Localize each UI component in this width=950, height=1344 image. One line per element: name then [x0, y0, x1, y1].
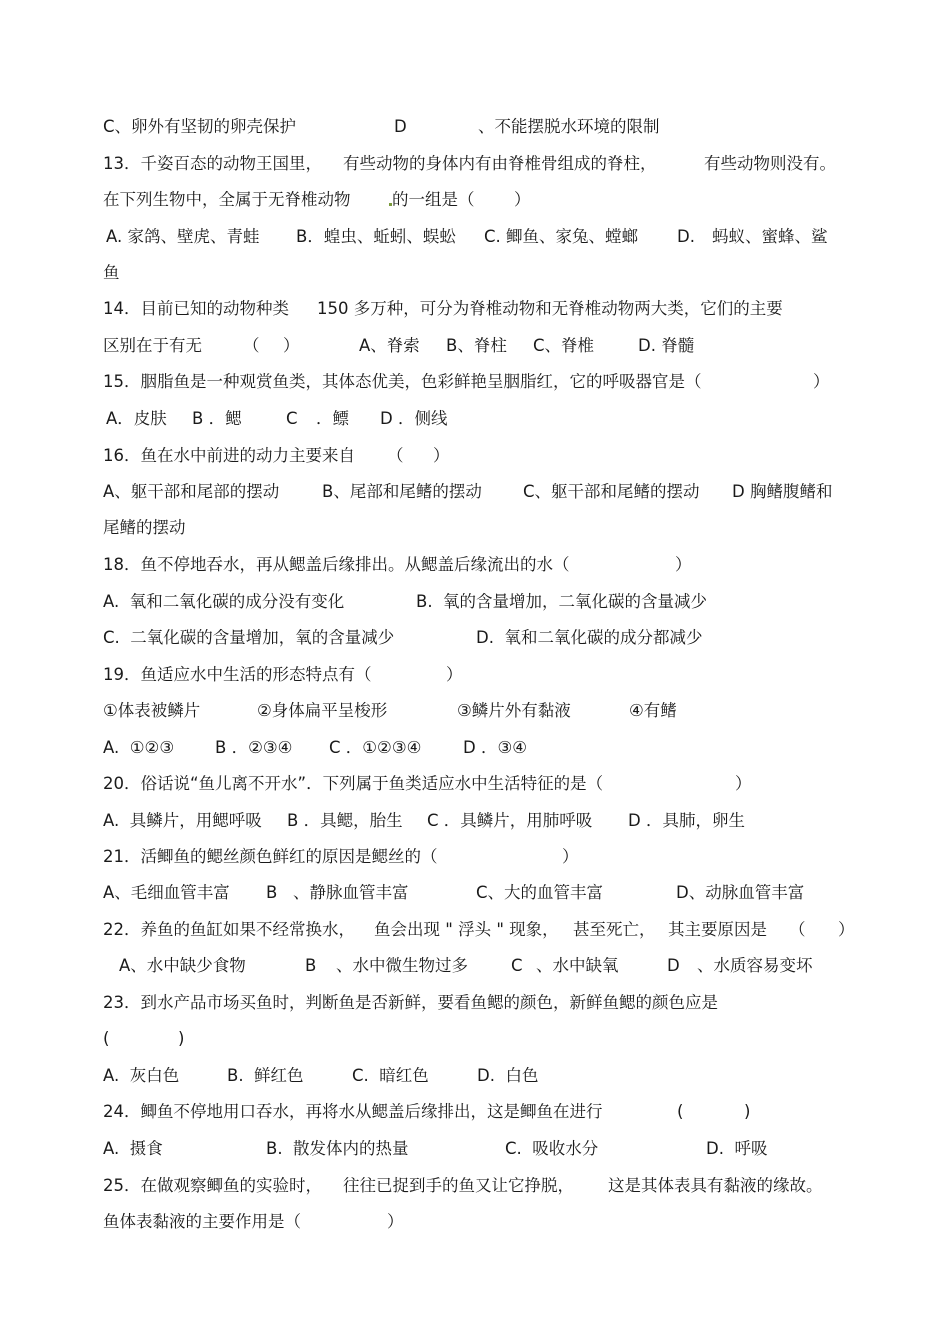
- text-seg: ）: [813, 372, 830, 391]
- statement-2: ②身体扁平呈梭形: [257, 701, 388, 720]
- option-b: B ．鳃: [192, 409, 242, 428]
- q12-options-cd: [103, 114, 660, 140]
- option-a: A、水中缺少食物: [119, 956, 246, 975]
- q24-stem: [103, 1099, 751, 1125]
- q25-stem-line1: [103, 1173, 823, 1199]
- q24-options: [103, 1136, 768, 1162]
- statement-3: ③鳞片外有黏液: [457, 701, 571, 720]
- text-seg: 尾鳍的摆动: [103, 518, 186, 537]
- option-d-letter: D: [667, 956, 680, 975]
- option-a: A. 摄食: [103, 1139, 163, 1158]
- option-d-letter: D.: [677, 227, 695, 246]
- option-c-letter: C: [286, 409, 298, 428]
- option-a: A、脊索: [359, 336, 420, 355]
- q22-options: [119, 953, 813, 979]
- q23-stem: [103, 990, 718, 1016]
- text-seg: 21．活鲫鱼的鳃丝颜色鲜红的原因是鳃丝的（: [103, 847, 438, 866]
- text-seg: ）: [283, 336, 300, 355]
- option-b: B. 氧的含量增加，二氧化碳的含量减少: [416, 592, 708, 611]
- text-seg: （: [789, 920, 806, 939]
- text-seg: 这是其体表具有黏液的缘故。: [608, 1176, 823, 1195]
- text-seg: 甚至死亡，: [573, 920, 656, 939]
- q15-options: [106, 406, 448, 432]
- option-c: C、躯干部和尾鳍的摆动: [523, 482, 700, 501]
- text-seg: 13．千姿百态的动物王国里，: [103, 154, 322, 173]
- option-a: A．皮肤: [106, 409, 167, 428]
- option-b: B、尾部和尾鳍的摆动: [322, 482, 482, 501]
- q22-stem: [103, 917, 855, 943]
- option-b-text: 、水中微生物过多: [336, 956, 468, 975]
- q21-options: [103, 880, 805, 906]
- text-seg: 25．在做观察鲫鱼的实验时，: [103, 1176, 322, 1195]
- option-d: D. 呼吸: [706, 1139, 768, 1158]
- text-seg: 其主要原因是: [668, 920, 767, 939]
- option-c: C、脊椎: [533, 336, 595, 355]
- text-seg: 有些动物则没有。: [704, 154, 836, 173]
- q15-stem: [103, 369, 830, 395]
- option-d-text: 、水质容易变坏: [697, 956, 813, 975]
- text-seg: 14．目前已知的动物种类: [103, 299, 289, 318]
- option-c: C. 鲫鱼、家兔、螳螂: [484, 227, 639, 246]
- text-seg: (: [677, 1102, 684, 1121]
- option-a: A. 具鳞片，用鳃呼吸: [103, 811, 262, 830]
- option-c: C、卵外有坚韧的卵壳保护: [103, 117, 297, 136]
- q20-stem: [103, 771, 752, 797]
- q13-options: [106, 224, 828, 250]
- option-b: B. 鲜红色: [227, 1066, 304, 1085]
- text-seg: (: [103, 1029, 110, 1048]
- option-d-text: 蚂蚁、蜜蜂、鲨: [712, 227, 828, 246]
- option-b: B ．②③④: [215, 738, 293, 757]
- text-seg: ）: [433, 446, 450, 465]
- q23-options: [103, 1063, 539, 1089]
- green-mark: [389, 203, 392, 206]
- text-seg: 16．鱼在水中前进的动力主要来自: [103, 446, 355, 465]
- q13-options-wrap: [103, 260, 124, 286]
- text-seg: 的一组是（: [392, 190, 475, 209]
- statement-1: ①体表被鳞片: [103, 701, 201, 720]
- text-seg: 18．鱼不停地吞水，再从鳃盖后缘排出。从鳃盖后缘流出的水（: [103, 555, 570, 574]
- option-c: C. 暗红色: [352, 1066, 429, 1085]
- option-a: A. ①②③: [103, 738, 175, 757]
- text-seg: 19．鱼适应水中生活的形态特点有（: [103, 665, 372, 684]
- q16-options-wrap: [103, 515, 186, 541]
- text-seg: ）: [514, 190, 531, 209]
- text-seg: 150 多万种，可分为脊椎动物和无脊椎动物两大类，它们的主要: [317, 299, 783, 318]
- option-d-text: 、不能摆脱水环境的限制: [478, 117, 660, 136]
- text-seg: 鱼会出现 " 浮头 " 现象，: [374, 920, 559, 939]
- text-seg: 在下列生物中，全属于无脊椎动物: [103, 190, 351, 209]
- q19-statements: [103, 698, 677, 724]
- q13-stem-line1: [103, 151, 836, 177]
- text-seg: 往往已捉到手的鱼又让它挣脱，: [343, 1176, 574, 1195]
- text-seg: ）: [735, 774, 752, 793]
- option-d-letter: D: [394, 117, 407, 136]
- option-c: C ．具鳞片，用肺呼吸: [427, 811, 593, 830]
- option-a: A. 氧和二氧化碳的成分没有变化: [103, 592, 345, 611]
- option-b: B、脊柱: [446, 336, 507, 355]
- q16-options: [103, 479, 833, 505]
- q14-stem-options: [103, 333, 695, 359]
- q13-stem-line2: [103, 187, 531, 213]
- text-seg: 有些动物的身体内有由脊椎骨组成的脊柱，: [343, 154, 657, 173]
- option-d: D ．具肺，卵生: [628, 811, 745, 830]
- text-seg: 22．养鱼的鱼缸如果不经常换水，: [103, 920, 355, 939]
- q23-paren: [103, 1026, 185, 1052]
- text-seg: ）: [562, 847, 579, 866]
- q18-options-ab: [103, 589, 708, 615]
- option-b-letter: B: [305, 956, 317, 975]
- q18-stem: [103, 552, 692, 578]
- q21-stem: [103, 844, 579, 870]
- option-b-letter: B: [266, 883, 278, 902]
- text-seg: 区别在于有无: [103, 336, 202, 355]
- option-c: C. 吸收水分: [505, 1139, 599, 1158]
- text-seg: 15．胭脂鱼是一种观赏鱼类，其体态优美，色彩鲜艳呈胭脂红，它的呼吸器官是（: [103, 372, 702, 391]
- q18-options-cd: [103, 625, 703, 651]
- text-seg: （: [387, 446, 404, 465]
- text-seg: 24．鲫鱼不停地用口吞水，再将水从鳃盖后缘排出，这是鲫鱼在进行: [103, 1102, 603, 1121]
- q19-options: [103, 735, 528, 761]
- option-c: C、大的血管丰富: [476, 883, 604, 902]
- option-d: D ．③④: [463, 738, 528, 757]
- text-seg: ): [178, 1029, 185, 1048]
- q25-stem-line2: [103, 1209, 404, 1235]
- text-seg: ): [744, 1102, 751, 1121]
- q19-stem: [103, 662, 463, 688]
- q14-stem-line1: [103, 296, 783, 322]
- option-a: A. 家鸽、壁虎、青蛙: [106, 227, 260, 246]
- text-seg: ）: [446, 665, 463, 684]
- text-seg: ）: [675, 555, 692, 574]
- option-d: D、动脉血管丰富: [676, 883, 805, 902]
- option-c-text: ．鳔: [316, 409, 349, 428]
- option-b: B ．具鳃，胎生: [287, 811, 403, 830]
- text-seg: 鱼体表黏液的主要作用是（: [103, 1212, 301, 1231]
- option-b: B．蝗虫、蚯蚓、蜈蚣: [296, 227, 456, 246]
- text-seg: ）: [387, 1212, 404, 1231]
- text-seg: 鱼: [103, 263, 120, 282]
- q16-stem: [103, 443, 450, 469]
- option-d: D 胸鳍腹鳍和: [732, 482, 833, 501]
- option-a: A、躯干部和尾部的摆动: [103, 482, 280, 501]
- text-seg: （: [243, 336, 260, 355]
- option-a: A、毛细血管丰富: [103, 883, 230, 902]
- option-d: D. 脊髓: [638, 336, 695, 355]
- option-c: C. 二氧化碳的含量增加，氧的含量减少: [103, 628, 395, 647]
- text-seg: 23．到水产品市场买鱼时，判断鱼是否新鲜，要看鱼鳃的颜色，新鲜鱼鳃的颜色应是: [103, 993, 718, 1012]
- statement-4: ④有鳍: [629, 701, 677, 720]
- option-b-text: 、静脉血管丰富: [293, 883, 409, 902]
- text-seg: 20．俗话说“鱼儿离不开水”．下列属于鱼类适应水中生活特征的是（: [103, 774, 604, 793]
- option-c-letter: C: [511, 956, 523, 975]
- option-b: B. 散发体内的热量: [266, 1139, 409, 1158]
- option-a: A. 灰白色: [103, 1066, 180, 1085]
- option-c-text: 、水中缺氧: [536, 956, 619, 975]
- text-seg: ）: [838, 920, 855, 939]
- option-d: D. 白色: [477, 1066, 539, 1085]
- q20-options: [103, 808, 745, 834]
- option-c: C ．①②③④: [329, 738, 422, 757]
- option-d: D ．侧线: [380, 409, 448, 428]
- option-d: D. 氧和二氧化碳的成分都减少: [476, 628, 703, 647]
